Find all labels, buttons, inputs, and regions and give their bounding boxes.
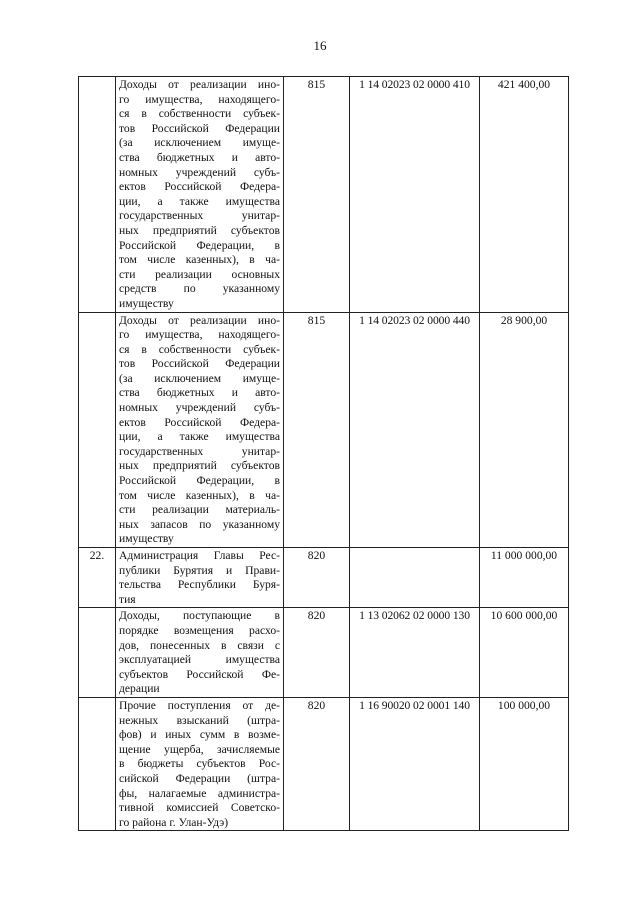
table-row — [79, 312, 569, 548]
admin-code-cell: 815 — [284, 77, 350, 313]
revenue-name-cell — [116, 548, 284, 608]
revenue-name-line: тивной комиссией Советско- — [119, 801, 280, 815]
admin-code-cell: 820 — [284, 608, 350, 698]
table-row — [79, 548, 569, 608]
revenue-name-line: государственных унитар- — [119, 444, 280, 458]
revenue-name-line: (за исключением имуще- — [119, 136, 280, 150]
revenue-name-line: го имущества, находящего- — [119, 92, 280, 106]
revenue-name-line: сти реализации основных — [119, 267, 280, 281]
revenue-name-line: Администрация Главы Рес- — [119, 549, 280, 562]
revenue-name-line: сийской Федерации (штра- — [119, 771, 280, 785]
revenue-name-line: Доходы, поступающие в — [119, 609, 280, 623]
revenue-name-line: ства бюджетных и авто- — [119, 150, 280, 164]
revenue-name-line: ции, а также имущества — [119, 430, 280, 444]
revenue-name-line: субъектов Российской Фе- — [119, 667, 280, 681]
row-number-cell — [79, 697, 116, 830]
table-body — [79, 77, 569, 831]
amount-cell: 421 400,00 — [480, 77, 569, 313]
budget-classification-code-cell: 1 14 02023 02 0000 410 — [350, 77, 480, 313]
revenue-name-line: ных предприятий субъектов — [119, 459, 280, 473]
revenue-name-line: фов) и иных сумм в возме- — [119, 728, 280, 742]
budget-classification-code-cell — [350, 548, 480, 608]
page-number: 16 — [313, 38, 327, 53]
budget-classification-code-cell: 1 13 02062 02 0000 130 — [350, 608, 480, 698]
table-row — [79, 77, 569, 313]
amount-cell: 100 000,00 — [480, 697, 569, 830]
revenue-name-line: дов, понесенных в связи с — [119, 638, 280, 652]
row-number-cell — [79, 608, 116, 698]
revenue-name-line: ектов Российской Федера- — [119, 180, 280, 194]
amount-cell: 28 900,00 — [480, 312, 569, 548]
revenue-name-line: номных учреждений субъ- — [119, 165, 280, 179]
revenue-name-cell — [116, 77, 284, 313]
revenue-name-line: ства бюджетных и авто- — [119, 386, 280, 400]
revenue-name-line: порядке возмещения расхо- — [119, 623, 280, 637]
revenue-name-line: ся в собственности субъек- — [119, 342, 280, 356]
revenue-name-line: ных предприятий субъектов — [119, 223, 280, 237]
revenue-name-line: тия — [119, 592, 136, 606]
revenue-name-line: го района г. Улан-Удэ) — [119, 815, 229, 829]
revenue-name-line: Доходы от реализации ино- — [119, 313, 280, 327]
table-row — [79, 608, 569, 698]
budget-classification-code-cell: 1 14 02023 02 0000 440 — [350, 312, 480, 548]
revenue-name-line: том числе казенных), в ча- — [119, 253, 280, 267]
revenue-name-line: фы, налагаемые администра- — [119, 786, 280, 800]
revenue-name-line: имуществу — [119, 296, 174, 310]
revenue-name-line: имуществу — [119, 532, 174, 546]
table-row — [79, 697, 569, 830]
revenue-name-line: публики Бурятия и Прави- — [119, 563, 280, 577]
amount-cell: 11 000 000,00 — [480, 548, 569, 608]
revenue-name-line: ектов Российской Федера- — [119, 415, 280, 429]
revenue-name-line: нежных взысканий (штра- — [119, 713, 280, 727]
revenue-name-cell — [116, 697, 284, 830]
revenue-name-line: в бюджеты субъектов Рос- — [119, 757, 280, 771]
revenue-name-line: тов Российской Федерации — [119, 357, 280, 371]
revenue-name-line: ции, а также имущества — [119, 194, 280, 208]
revenue-name-line: дерации — [119, 682, 160, 696]
revenue-name-line: тов Российской Федерации — [119, 121, 280, 135]
revenue-name-line: номных учреждений субъ- — [119, 401, 280, 415]
amount-cell: 10 600 000,00 — [480, 608, 569, 698]
revenue-name-line: Доходы от реализации ино- — [119, 78, 280, 91]
admin-code-cell: 820 — [284, 697, 350, 830]
admin-code-cell: 815 — [284, 312, 350, 548]
revenue-name-line: Российской Федерации, в — [119, 238, 280, 252]
revenue-name-cell — [116, 608, 284, 698]
revenue-name-line: том числе казенных), в ча- — [119, 488, 280, 502]
revenue-name-line: (за исключением имуще- — [119, 371, 280, 385]
revenue-name-line: щение ущерба, зачисляемые — [119, 742, 280, 756]
budget-classification-code-cell: 1 16 90020 02 0001 140 — [350, 697, 480, 830]
revenue-name-line: государственных унитар- — [119, 209, 280, 223]
revenue-table — [78, 76, 569, 831]
admin-code-cell: 820 — [284, 548, 350, 608]
revenue-name-line: эксплуатацией имущества — [119, 653, 280, 667]
revenue-name-line: го имущества, находящего- — [119, 328, 280, 342]
row-number-cell — [79, 77, 116, 313]
revenue-name-line: сти реализации материаль- — [119, 503, 280, 517]
revenue-name-line: средств по указанному — [119, 282, 280, 296]
row-number-cell: 22. — [79, 548, 116, 608]
revenue-name-line: ся в собственности субъек- — [119, 107, 280, 121]
revenue-name-line: ных запасов по указанному — [119, 517, 280, 531]
revenue-name-line: Российской Федерации, в — [119, 474, 280, 488]
revenue-name-line: тельства Республики Буря- — [119, 578, 280, 592]
revenue-name-cell — [116, 312, 284, 548]
row-number-cell — [79, 312, 116, 548]
revenue-name-line: Прочие поступления от де- — [119, 698, 280, 712]
